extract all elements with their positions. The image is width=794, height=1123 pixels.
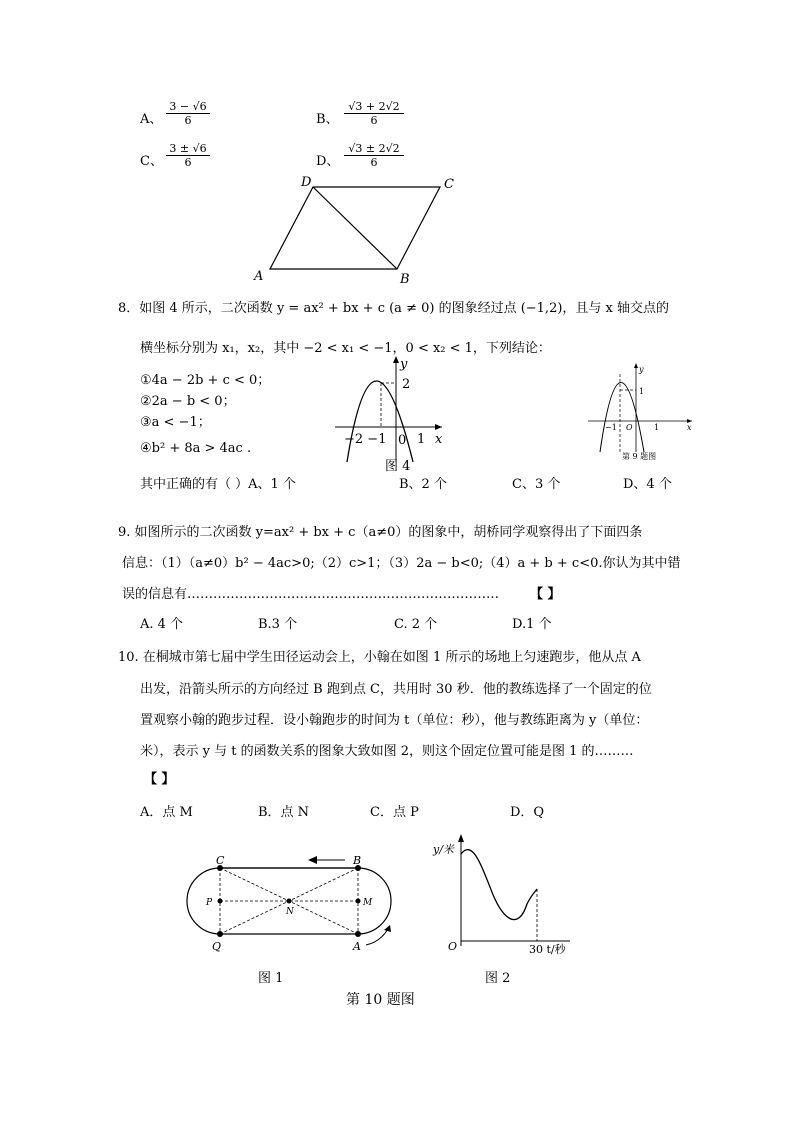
- q8-conclusion-1: ①4a − 2b + c < 0；: [140, 373, 271, 388]
- fig4-value-2: 2: [402, 377, 411, 392]
- q7-option-c-denominator: 6: [184, 156, 192, 169]
- diagonal-db: [313, 187, 397, 269]
- fig9-pos1-label: 1: [654, 423, 660, 432]
- fig2-origin-label: O: [448, 940, 458, 953]
- fig1-caption: 图 1: [258, 971, 284, 986]
- fig9-x-label: x: [687, 423, 692, 432]
- q7-option-a-fraction: [166, 100, 210, 127]
- fig4-parabola: [347, 381, 413, 462]
- q7-option-b-fraction: [344, 100, 404, 127]
- fig2-curve: [461, 850, 537, 920]
- q8-figure-4: [330, 352, 450, 476]
- q7-option-d-label: D、: [316, 154, 340, 169]
- q8-conclusion-3: ③a < −1；: [140, 415, 211, 430]
- q7-option-c-fraction: [166, 142, 210, 169]
- q9-stem-line1: 9. 如图所示的二次函数 y=ax² + bx + c（a≠0）的图象中，胡桥同学观察得出了下面四条: [118, 525, 643, 540]
- q10-figure-1-track: [180, 850, 400, 990]
- q7-parallelogram-figure: [250, 172, 460, 287]
- fig1-label-b: B: [353, 854, 362, 867]
- fig1-label-a: A: [353, 940, 361, 953]
- q7-option-a-denominator: 6: [184, 114, 192, 127]
- direction-arrow-head: [308, 856, 317, 864]
- fig2-caption: 图 2: [485, 971, 511, 986]
- q9-option-c: C. 2 个: [394, 617, 438, 632]
- q8-stem-line1: 8．如图 4 所示，二次函数 y = ax² + bx + c (a ≠ 0) 的图象经过点 (−1,2)，且与 x 轴交点的: [118, 301, 670, 316]
- fig1-label-n: N: [286, 907, 294, 917]
- q9-option-b: B.3 个: [258, 617, 298, 632]
- fig9-y-label: y: [639, 365, 644, 374]
- q8-conclusion-4: ④b² + 8a > 4ac .: [140, 441, 252, 456]
- point-q: [217, 931, 223, 937]
- q10-stem-line4: 米），表示 y 与 t 的函数关系的图象大致如图 2，则这个固定位置可能是图 1 的………: [140, 744, 634, 759]
- q7-option-b-denominator: 6: [370, 114, 378, 127]
- fig1-label-p: P: [206, 898, 213, 908]
- fig2-x-label: 30 t/秒: [529, 943, 566, 956]
- point-n: [287, 899, 292, 904]
- vertex-d-label: D: [301, 175, 312, 190]
- fig9-caption: 第 9 题图: [622, 452, 657, 461]
- q7-option-d-fraction: [344, 142, 404, 169]
- fig4-x-label: x: [435, 432, 443, 447]
- fig2-y-label: y/米: [433, 843, 454, 856]
- q9-stem-line2: 信息：（1）（a≠0）b² − 4ac>0;（2）c>1；（3）2a − b<0;（4）a + b + c<0.你认为其中错: [122, 556, 681, 571]
- q10-stem-line3: 置观察小翰的跑步过程．设小翰跑步的时间为 t（单位：秒），他与教练距离为 y（单位：: [140, 713, 649, 728]
- q9-figure: [582, 360, 697, 464]
- q10-option-d: D．Q: [510, 805, 545, 820]
- fig9-origin-label: O: [626, 423, 633, 432]
- q7-option-d-numerator: √3 ± 2√2: [344, 142, 404, 156]
- fig4-zero-label: 0: [398, 433, 407, 448]
- q10-figure-2-graph: [430, 832, 580, 990]
- fig9-y-arrow: [634, 363, 638, 368]
- point-a: [355, 931, 361, 937]
- fig1-label-m: M: [363, 898, 373, 908]
- start-arrow-head: [384, 925, 391, 932]
- q10-answer-bracket: 【 】: [144, 772, 175, 787]
- fig4-caption: 图 4: [385, 459, 411, 474]
- point-m: [356, 899, 361, 904]
- fig9-neg1-label: −1: [605, 423, 617, 432]
- q8-question-and-option-a: 其中正确的有（ ）A、1 个: [140, 477, 296, 492]
- start-arrow-curve: [366, 929, 388, 945]
- fig2-y-arrow: [458, 834, 464, 842]
- q10-figure-caption: 第 10 题图: [346, 992, 415, 1008]
- q10-option-c: C．点 P: [370, 805, 419, 820]
- vertex-b-label: B: [400, 272, 410, 287]
- q10-option-b: B．点 N: [258, 805, 310, 820]
- q8-conclusion-2: ②2a − b < 0；: [140, 394, 236, 409]
- fig4-tick-labels: −2 −1: [344, 432, 387, 447]
- q7-option-c-numerator: 3 ± √6: [166, 142, 210, 156]
- vertex-a-label: A: [254, 269, 264, 284]
- fig1-label-c: C: [216, 854, 225, 867]
- vertex-c-label: C: [444, 177, 454, 192]
- q7-option-b-label: B、: [316, 112, 339, 127]
- fig4-y-arrow: [393, 356, 399, 363]
- q7-option-b-numerator: √3 + 2√2: [344, 100, 404, 114]
- fig1-label-q: Q: [212, 940, 222, 953]
- fig4-y-label: y: [400, 357, 408, 372]
- q8-option-d: D、4 个: [623, 477, 672, 492]
- q9-stem-line3: 误的信息有………………………………………………………………: [122, 587, 500, 602]
- point-p: [218, 899, 223, 904]
- fig4-one-label: 1: [417, 432, 426, 447]
- q7-option-a-numerator: 3 − √6: [166, 100, 210, 114]
- fig9-one-label: 1: [639, 387, 645, 396]
- q10-stem-line1: 10. 在桐城市第七届中学生田径运动会上，小翰在如图 1 所示的场地上匀速跑步，他从点 A: [118, 650, 641, 665]
- q8-option-b: B、2 个: [399, 477, 447, 492]
- q7-option-c-label: C、: [140, 154, 163, 169]
- q8-option-c: C、3 个: [512, 477, 561, 492]
- q10-stem-line2: 出发，沿箭头所示的方向经过 B 跑到点 C，共用时 30 秒．他的教练选择了一个固定的位: [140, 682, 652, 697]
- q9-answer-bracket: 【 】: [530, 587, 561, 602]
- q9-option-a: A. 4 个: [140, 617, 184, 632]
- q7-option-a-label: A、: [140, 112, 163, 127]
- fig9-parabola: [600, 383, 644, 453]
- q7-option-d-denominator: 6: [370, 156, 378, 169]
- q9-option-d: D.1 个: [512, 617, 552, 632]
- q10-option-a: A．点 M: [140, 805, 193, 820]
- q8-stem-line2: 横坐标分别为 x₁，x₂，其中 −2 < x₁ < −1，0 < x₂ < 1，下列结论：: [140, 341, 551, 356]
- fig4-x-arrow: [435, 424, 442, 430]
